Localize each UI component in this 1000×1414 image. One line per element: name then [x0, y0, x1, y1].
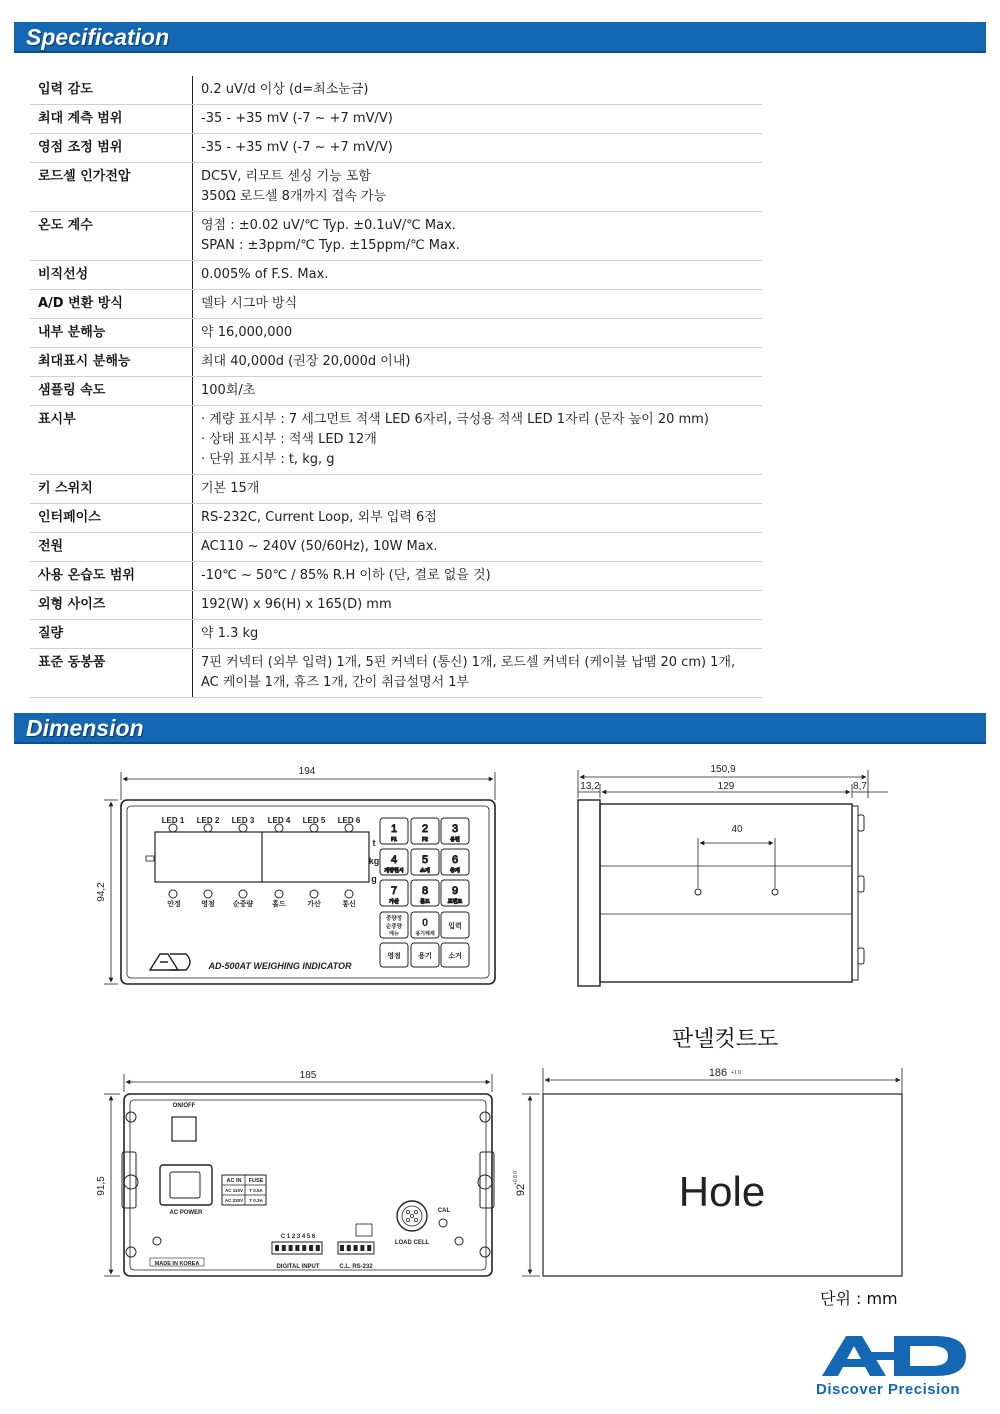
keypad-key — [411, 818, 439, 844]
status-label-2: 영점 — [201, 901, 215, 908]
spec-key: 영점 조정 범위 — [38, 140, 123, 155]
key-zero-num: 0 — [421, 917, 429, 929]
keypad-key-number: 9 — [451, 885, 459, 897]
spec-value-line: RS-232C, Current Loop, 외부 입력 6점 — [201, 510, 437, 525]
spec-value-line: DC5V, 리모트 센싱 기능 포함 — [201, 169, 371, 184]
side-hole-spacing-dim: 40 — [731, 824, 743, 835]
key-row4-left-mid: 순중량 — [386, 924, 402, 930]
dip-switch-pin — [347, 1245, 351, 1251]
status-indicator — [239, 890, 247, 898]
led-label-3: LED 3 — [231, 816, 255, 825]
led-label-4: LED 4 — [267, 816, 291, 825]
keypad-key-function: 가산 — [389, 899, 399, 905]
status-indicator — [345, 890, 353, 898]
spec-key: 인터페이스 — [38, 510, 101, 525]
made-in-label: MADE IN KOREA — [154, 1261, 200, 1267]
keypad-key — [380, 880, 408, 906]
side-view — [578, 770, 888, 986]
spec-value-line: 0.2 uV/d 이상 (d=최소눈금) — [201, 82, 369, 97]
status-indicator — [204, 890, 212, 898]
ac-power-label: AC POWER — [169, 1210, 203, 1216]
fuse-table-r2c2: T 0.3A — [249, 1198, 263, 1203]
spec-key: 로드셀 인가전압 — [38, 169, 131, 184]
keypad-key-function: 용편 — [450, 837, 460, 843]
keypad-key-number: 3 — [451, 823, 459, 835]
panel-width-dim: 186 — [708, 1067, 728, 1079]
load-cell-label: LOAD CELL — [394, 1240, 430, 1246]
spec-key: 비직선성 — [38, 267, 89, 282]
fuse-table-h1: AC IN — [226, 1178, 242, 1184]
specification-title: Specification — [26, 24, 170, 50]
front-logo-mark — [150, 954, 190, 970]
spec-key: 사용 온습도 범위 — [38, 568, 135, 583]
status-indicator — [310, 890, 318, 898]
front-view — [104, 772, 495, 984]
keypad-key-number: 7 — [390, 885, 398, 897]
dip-switch-pin — [316, 1245, 320, 1251]
spec-key: 샘플링 속도 — [38, 383, 106, 398]
spec-value-line: · 상태 표시부 : 적색 LED 12개 — [201, 432, 377, 447]
panel-height-tol: +0.8 0 — [513, 1170, 519, 1186]
spec-value-line: 192(W) x 96(H) x 165(D) mm — [201, 597, 392, 612]
keypad-key — [411, 849, 439, 875]
front-height-dim: 94,2 — [96, 882, 107, 902]
digital-input-pins: C 1 2 3 4 5 6 — [280, 1234, 316, 1240]
led-indicator — [275, 824, 283, 832]
led-label-5: LED 5 — [302, 816, 326, 825]
spec-value-line: 약 16,000,000 — [201, 325, 293, 340]
spec-value-line: SPAN : ±3ppm/℃ Typ. ±15ppm/℃ Max. — [201, 238, 460, 253]
rear-width-dim: 185 — [299, 1070, 317, 1081]
led-indicator — [345, 824, 353, 832]
spec-key: 최대 계측 범위 — [38, 111, 123, 126]
keypad-key — [441, 880, 469, 906]
spec-value-line: AC110 ~ 240V (50/60Hz), 10W Max. — [201, 539, 438, 554]
spec-value-line: -10℃ ~ 50℃ / 85% R.H 이하 (단, 결로 없을 것) — [201, 568, 491, 583]
status-label-5: 가산 — [307, 901, 321, 908]
spec-key: 표시부 — [38, 412, 76, 427]
keypad-key-number: 5 — [421, 854, 429, 866]
keypad-key-number: 4 — [390, 854, 398, 866]
spec-value-line: · 단위 표시부 : t, kg, g — [201, 452, 335, 467]
key-enter: 입력 — [448, 923, 462, 930]
fuse-table-h2: FUSE — [248, 1178, 264, 1184]
status-indicator — [169, 890, 177, 898]
keypad-key-function: 소계 — [420, 868, 430, 874]
rear-height-dim: 91,5 — [96, 1176, 107, 1196]
side-left-dim: 13,2 — [580, 781, 600, 792]
status-label-3: 순중량 — [232, 901, 254, 908]
keypad-key-number: 1 — [390, 823, 398, 835]
keypad-key-number: 6 — [451, 854, 459, 866]
spec-key: 입력 감도 — [38, 82, 93, 97]
led-label-6: LED 6 — [337, 816, 361, 825]
spec-value-line: 100회/초 — [201, 383, 256, 398]
led-indicator — [169, 824, 177, 832]
spec-key: 질량 — [38, 626, 64, 641]
spec-value-line: 7핀 커넥터 (외부 입력) 1개, 5핀 커넥터 (통신) 1개, 로드셀 커넥터 (케이블 납땜 20 cm) 1개, — [201, 655, 736, 670]
spec-value-line: 델타 시그마 방식 — [201, 296, 298, 311]
panel-height-dim: 92 — [515, 1183, 527, 1197]
keypad-key-function: 계량현시 — [384, 868, 404, 874]
and-logo-icon — [822, 1336, 966, 1376]
side-body-dim: 129 — [717, 781, 735, 792]
led-label-2: LED 2 — [196, 816, 220, 825]
key-row4-left-top: 중량정 — [386, 916, 402, 922]
spec-key: 최대표시 분해능 — [38, 354, 131, 369]
unit-note: 단위 : mm — [820, 1289, 898, 1308]
led-indicator — [239, 824, 247, 832]
status-label-6: 통신 — [342, 901, 356, 908]
panel-width-tol: +1 0 — [731, 1070, 741, 1076]
dip-switch-pin — [354, 1245, 358, 1251]
front-width-dim: 194 — [298, 766, 316, 777]
spec-value-line: AC 케이블 1개, 휴즈 1개, 간이 취급설명서 1부 — [201, 675, 470, 690]
spec-value-line: 기본 15개 — [201, 481, 260, 496]
keypad-key — [441, 818, 469, 844]
keypad-key-function: 홀드 — [420, 899, 430, 905]
keypad-key-function: 총계 — [450, 868, 460, 874]
spec-value-line: 약 1.3 kg — [201, 626, 259, 641]
status-indicator — [275, 890, 283, 898]
keypad-key-number: 2 — [421, 823, 429, 835]
unit-label-kg: kg — [368, 856, 380, 866]
fuse-table-r1c2: T 0.5A — [249, 1188, 263, 1193]
spec-key: 키 스위치 — [38, 481, 93, 496]
spec-key: 표준 동봉품 — [38, 655, 106, 670]
unit-label-t: t — [372, 838, 376, 848]
dip-switch-pin — [289, 1245, 293, 1251]
key-tare: 용기 — [418, 953, 432, 960]
keypad-key-function: F1 — [391, 837, 397, 843]
led-indicator — [310, 824, 318, 832]
status-label-1: 안정 — [167, 901, 181, 908]
keypad-key-function: 프린트 — [447, 899, 463, 905]
panel-cut-title: 판넬컷트도 — [672, 1027, 779, 1052]
status-label-4: 홀드 — [272, 901, 286, 908]
key-clear: 소거 — [448, 953, 462, 960]
side-overall-dim: 150,9 — [710, 764, 736, 775]
spec-key: 내부 분해능 — [38, 325, 106, 340]
spec-key: A/D 변환 방식 — [38, 296, 123, 311]
keypad-key-number: 8 — [421, 885, 429, 897]
key-zero-set: 영점 — [387, 953, 401, 960]
spec-value-line: 0.005% of F.S. Max. — [201, 267, 329, 282]
hole-label: Hole — [678, 1168, 766, 1215]
dip-switch-pin — [309, 1245, 313, 1251]
dip-switch-pin — [360, 1245, 364, 1251]
led-label-1: LED 1 — [161, 816, 185, 825]
dip-switch-pin — [275, 1245, 279, 1251]
spec-key: 전원 — [38, 539, 64, 554]
dip-switch-pin — [282, 1245, 286, 1251]
front-brand-text: AD-500AT WEIGHING INDICATOR — [208, 961, 352, 971]
spec-key: 온도 계수 — [38, 218, 93, 233]
unit-label-g: g — [371, 874, 377, 884]
spec-key: 외형 사이즈 — [38, 597, 106, 612]
spec-value-line: -35 - +35 mV (-7 ~ +7 mV/V) — [201, 111, 393, 126]
dimension-title: Dimension — [26, 715, 144, 741]
key-zero-sub: 용기해제 — [415, 931, 435, 937]
keypad-key — [380, 849, 408, 875]
dip-switch-pin — [367, 1245, 371, 1251]
logo-tagline: Discover Precision — [816, 1381, 961, 1398]
fuse-table-r1c1: AC 110V — [224, 1188, 244, 1193]
spec-value-line: 영점 : ±0.02 uV/℃ Typ. ±0.1uV/℃ Max. — [201, 218, 456, 233]
side-right-dim: 8,7 — [853, 781, 867, 792]
dip-switch-pin — [302, 1245, 306, 1251]
dip-switch-pin — [295, 1245, 299, 1251]
spec-value-line: 350Ω 로드셀 8개까지 접속 가능 — [201, 189, 387, 204]
keypad-key — [441, 849, 469, 875]
key-row4-left-bot: 메뉴 — [389, 931, 399, 937]
spec-value-line: 최대 40,000d (권장 20,000d 이내) — [201, 354, 411, 369]
dip-switch-pin — [340, 1245, 344, 1251]
on-off-label: ON/OFF — [172, 1103, 196, 1109]
fuse-table-r2c1: AC 220V — [224, 1198, 244, 1203]
led-indicator — [204, 824, 212, 832]
cal-label: CAL — [437, 1208, 451, 1214]
keypad-key — [380, 818, 408, 844]
keypad-key — [411, 880, 439, 906]
digital-input-label: DIGITAL INPUT — [276, 1264, 320, 1270]
keypad-key-function: F2 — [422, 837, 428, 843]
spec-value-line: · 계량 표시부 : 7 세그먼트 적색 LED 6자리, 극성용 적색 LED 1자리 (문자 높이 20 mm) — [201, 412, 709, 427]
rs232-label: C.L. RS-232 — [339, 1264, 373, 1270]
spec-value-line: -35 - +35 mV (-7 ~ +7 mV/V) — [201, 140, 393, 155]
